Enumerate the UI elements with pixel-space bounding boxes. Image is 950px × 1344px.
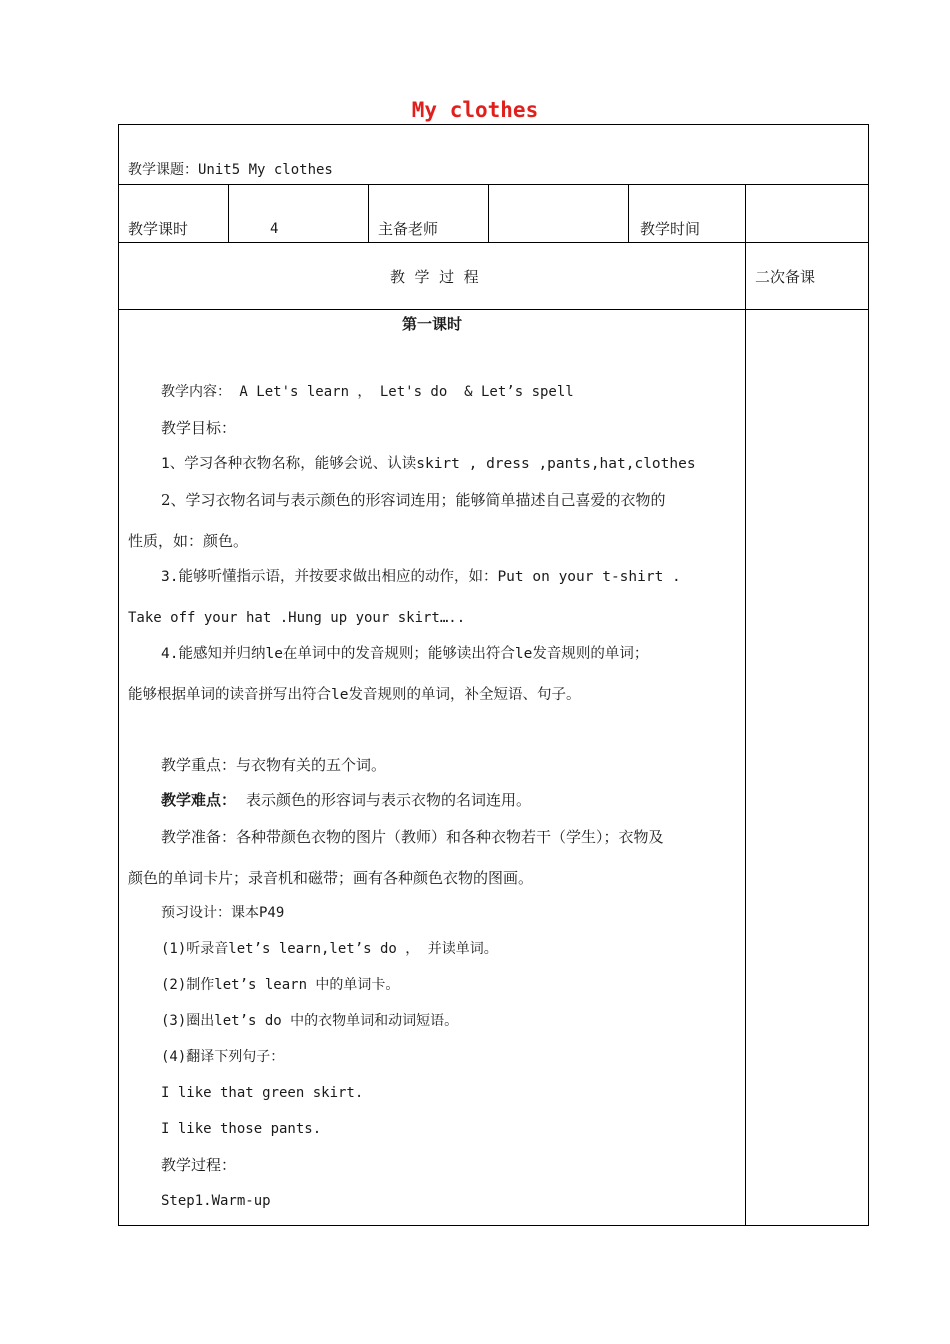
objective-1: 1、学习各种衣物名称，能够会说、认读skirt , dress ,pants,hat,clothes <box>161 456 696 472</box>
preview-task-3: (3)圈出let’s do 中的衣物单词和动词短语。 <box>161 1013 459 1029</box>
period-label: 教学课时 <box>128 220 189 238</box>
row-divider <box>118 309 869 310</box>
column-divider <box>368 184 369 242</box>
column-divider <box>488 184 489 242</box>
objective-2-cont: 性质，如：颜色。 <box>128 532 249 550</box>
teacher-label: 主备老师 <box>378 220 439 238</box>
preparation-cont: 颜色的单词卡片；录音机和磁带；画有各种颜色衣物的图画。 <box>128 869 534 887</box>
period-value: 4 <box>270 221 279 237</box>
objective-2: 2、学习衣物名词与表示颜色的形容词连用；能够简单描述自己喜爱的衣物的 <box>161 491 666 509</box>
lesson-topic: 教学课题：Unit5 My clothes <box>128 162 333 178</box>
second-prep-label: 二次备课 <box>755 268 816 286</box>
preview-task-2: (2)制作let’s learn 中的单词卡。 <box>161 977 400 993</box>
sentence-2: I like those pants. <box>161 1121 322 1137</box>
sentence-1: I like that green skirt. <box>161 1085 364 1101</box>
difficulties-text: 表示颜色的形容词与表示衣物的名词连用。 <box>246 791 532 809</box>
teaching-content: 教学内容： A Let's learn ， Let's do & Let’s spell <box>161 384 574 400</box>
document-title: My clothes <box>411 98 539 122</box>
objectives-label: 教学目标： <box>161 419 237 437</box>
key-points: 教学重点：与衣物有关的五个词。 <box>161 756 387 774</box>
preview-task-4: (4)翻译下列句子： <box>161 1049 285 1065</box>
lesson-heading: 第一课时 <box>401 315 462 333</box>
column-divider <box>745 184 746 1226</box>
preparation: 教学准备：各种带颜色衣物的图片（教师）和各种衣物若干（学生）；衣物及 <box>161 828 664 846</box>
objective-4-cont: 能够根据单词的读音拼写出符合le发音规则的单词，补全短语、句子。 <box>128 687 581 703</box>
difficulties-label: 教学难点： <box>161 791 237 809</box>
process-heading: 教学过程： <box>161 1156 237 1174</box>
preview-task-1: (1)听录音let’s learn,let’s do ， 并读单词。 <box>161 941 498 957</box>
objective-3: 3.能够听懂指示语，并按要求做出相应的动作，如：Put on your t-shirt . <box>161 569 681 585</box>
process-label: 教 学 过 程 <box>390 268 479 286</box>
column-divider <box>628 184 629 242</box>
step-1: Step1.Warm-up <box>161 1193 271 1209</box>
row-divider <box>118 184 869 185</box>
objective-4: 4.能感知并归纳le在单词中的发音规则；能够读出符合le发音规则的单词； <box>161 646 649 662</box>
column-divider <box>228 184 229 242</box>
row-divider <box>118 242 869 243</box>
preview-design: 预习设计：课本P49 <box>161 905 285 921</box>
objective-3-cont: Take off your hat .Hung up your skirt….. <box>128 610 466 626</box>
time-label: 教学时间 <box>640 220 701 238</box>
